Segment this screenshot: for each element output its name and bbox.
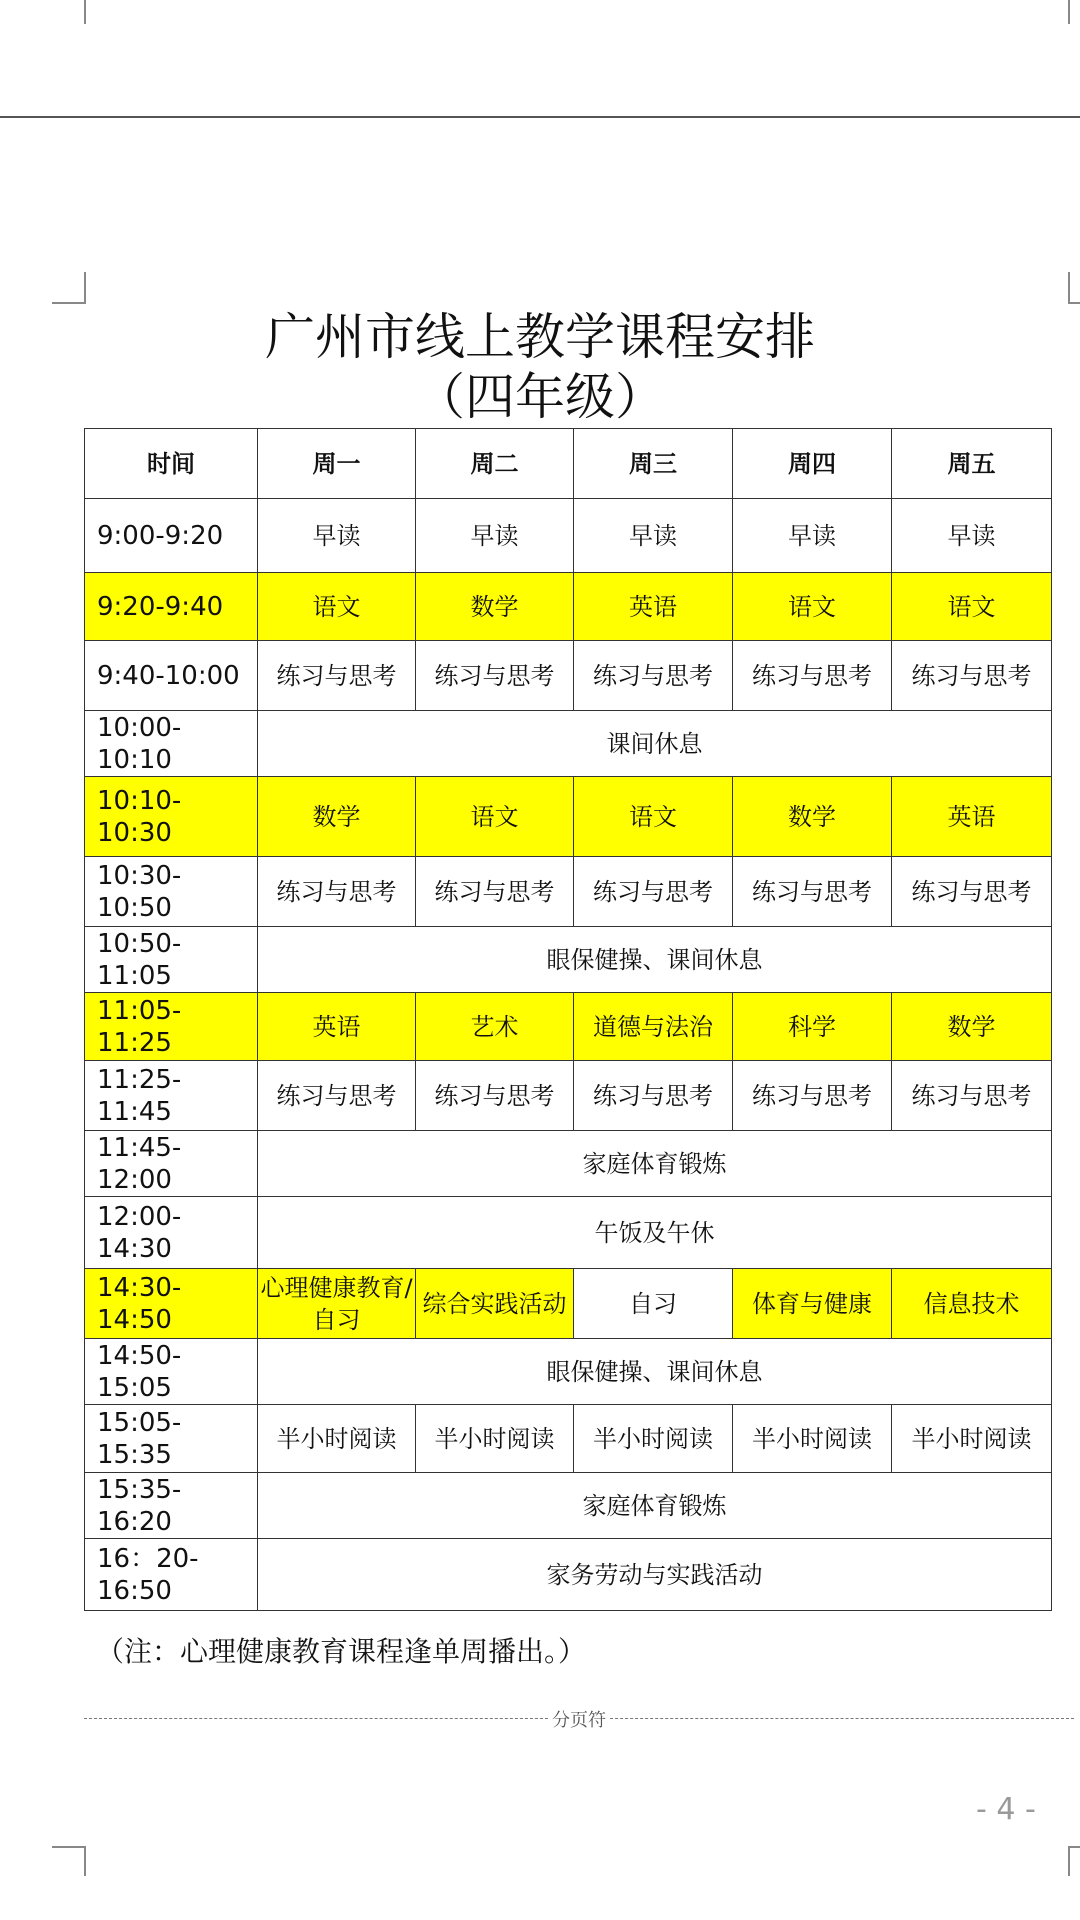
course-cell: 练习与思考: [733, 1061, 892, 1131]
merged-activity-cell: 午饭及午休: [258, 1197, 1052, 1269]
time-cell: 10:00-10:10: [85, 711, 258, 777]
table-row: [85, 1473, 1052, 1539]
time-cell: 10:10-10:30: [85, 777, 258, 857]
course-cell: 练习与思考: [416, 641, 574, 711]
course-cell: 英语: [574, 573, 733, 641]
course-cell: 早读: [258, 499, 416, 573]
course-cell: 数学: [258, 777, 416, 857]
course-cell: 道德与法治: [574, 993, 733, 1061]
time-cell: 10:50-11:05: [85, 927, 258, 993]
course-cell: 语文: [574, 777, 733, 857]
merged-activity-cell: 家庭体育锻炼: [258, 1131, 1052, 1197]
merged-activity-cell: 眼保健操、课间休息: [258, 927, 1052, 993]
course-cell: 早读: [892, 499, 1052, 573]
merged-activity-cell: 眼保健操、课间休息: [258, 1339, 1052, 1405]
course-cell: 练习与思考: [416, 1061, 574, 1131]
header-thursday: 周四: [733, 429, 892, 499]
margin-mark: [1068, 272, 1070, 302]
course-cell: 练习与思考: [258, 641, 416, 711]
time-cell: 9:40-10:00: [85, 641, 258, 711]
course-cell: 练习与思考: [416, 857, 574, 927]
course-cell: 数学: [892, 993, 1052, 1061]
merged-activity-cell: 家庭体育锻炼: [258, 1473, 1052, 1539]
course-cell: 体育与健康: [733, 1269, 892, 1339]
course-cell: 语文: [258, 573, 416, 641]
merged-activity-cell: 课间休息: [258, 711, 1052, 777]
table-row: [85, 1539, 1052, 1611]
footnote: （注：心理健康教育课程逢单周播出。）: [96, 1635, 587, 1668]
course-cell: 半小时阅读: [258, 1405, 416, 1473]
course-cell: 早读: [733, 499, 892, 573]
time-cell: 14:30-14:50: [85, 1269, 258, 1339]
course-cell: 语文: [733, 573, 892, 641]
margin-mark: [84, 0, 86, 24]
table-row: [85, 993, 1052, 1061]
merged-activity-cell: 家务劳动与实践活动: [258, 1539, 1052, 1611]
margin-mark: [52, 1846, 86, 1848]
time-cell: 10:30-10:50: [85, 857, 258, 927]
course-cell: 语文: [892, 573, 1052, 641]
course-cell: 艺术: [416, 993, 574, 1061]
header-time: 时间: [85, 429, 258, 499]
header-friday: 周五: [892, 429, 1052, 499]
course-cell: 半小时阅读: [733, 1405, 892, 1473]
table-row: [85, 641, 1052, 711]
course-cell: 数学: [416, 573, 574, 641]
course-cell: 练习与思考: [892, 1061, 1052, 1131]
table-row: [85, 711, 1052, 777]
course-cell: 数学: [733, 777, 892, 857]
time-cell: 9:20-9:40: [85, 573, 258, 641]
time-cell: 16：20-16:50: [85, 1539, 258, 1611]
table-row: [85, 1269, 1052, 1339]
course-cell: 练习与思考: [733, 641, 892, 711]
course-cell: 英语: [258, 993, 416, 1061]
course-cell: 练习与思考: [574, 1061, 733, 1131]
margin-mark: [1068, 0, 1070, 24]
table-row: [85, 777, 1052, 857]
document-title: 广州市线上教学课程安排: [265, 308, 815, 366]
table-row: [85, 1197, 1052, 1269]
course-cell: 心理健康教育/自习: [258, 1269, 416, 1339]
time-cell: 14:50-15:05: [85, 1339, 258, 1405]
table-row: [85, 1061, 1052, 1131]
header-rule: [0, 116, 1080, 118]
course-cell: 综合实践活动: [416, 1269, 574, 1339]
course-cell: 练习与思考: [574, 857, 733, 927]
course-cell: 练习与思考: [258, 1061, 416, 1131]
table-row: [85, 1131, 1052, 1197]
page-break-label: 分页符: [548, 1706, 610, 1732]
course-cell: 自习: [574, 1269, 733, 1339]
table-row: [85, 857, 1052, 927]
margin-mark: [1068, 302, 1080, 304]
time-cell: 9:00-9:20: [85, 499, 258, 573]
table-row: [85, 927, 1052, 993]
course-cell: 练习与思考: [892, 641, 1052, 711]
margin-mark: [52, 302, 86, 304]
time-cell: 15:35-16:20: [85, 1473, 258, 1539]
course-cell: 练习与思考: [574, 641, 733, 711]
course-cell: 科学: [733, 993, 892, 1061]
table-row: [85, 573, 1052, 641]
course-cell: 英语: [892, 777, 1052, 857]
table-row: [85, 1405, 1052, 1473]
table-row: [85, 1339, 1052, 1405]
course-cell: 早读: [574, 499, 733, 573]
course-cell: 半小时阅读: [416, 1405, 574, 1473]
document-subtitle: （四年级）: [415, 368, 665, 426]
margin-mark: [1068, 1846, 1070, 1876]
course-cell: 半小时阅读: [574, 1405, 733, 1473]
header-tuesday: 周二: [416, 429, 574, 499]
margin-mark: [84, 1846, 86, 1876]
course-cell: 半小时阅读: [892, 1405, 1052, 1473]
course-cell: 练习与思考: [892, 857, 1052, 927]
time-cell: 15:05-15:35: [85, 1405, 258, 1473]
time-cell: 12:00-14:30: [85, 1197, 258, 1269]
schedule-table: [84, 428, 1052, 1611]
header-monday: 周一: [258, 429, 416, 499]
table-header-row: [85, 429, 1052, 499]
header-wednesday: 周三: [574, 429, 733, 499]
course-cell: 语文: [416, 777, 574, 857]
time-cell: 11:05-11:25: [85, 993, 258, 1061]
time-cell: 11:25-11:45: [85, 1061, 258, 1131]
course-cell: 练习与思考: [733, 857, 892, 927]
course-cell: 早读: [416, 499, 574, 573]
page-number: - 4 -: [976, 1792, 1036, 1827]
course-cell: 信息技术: [892, 1269, 1052, 1339]
table-row: [85, 499, 1052, 573]
course-cell: 练习与思考: [258, 857, 416, 927]
time-cell: 11:45-12:00: [85, 1131, 258, 1197]
margin-mark: [84, 272, 86, 302]
